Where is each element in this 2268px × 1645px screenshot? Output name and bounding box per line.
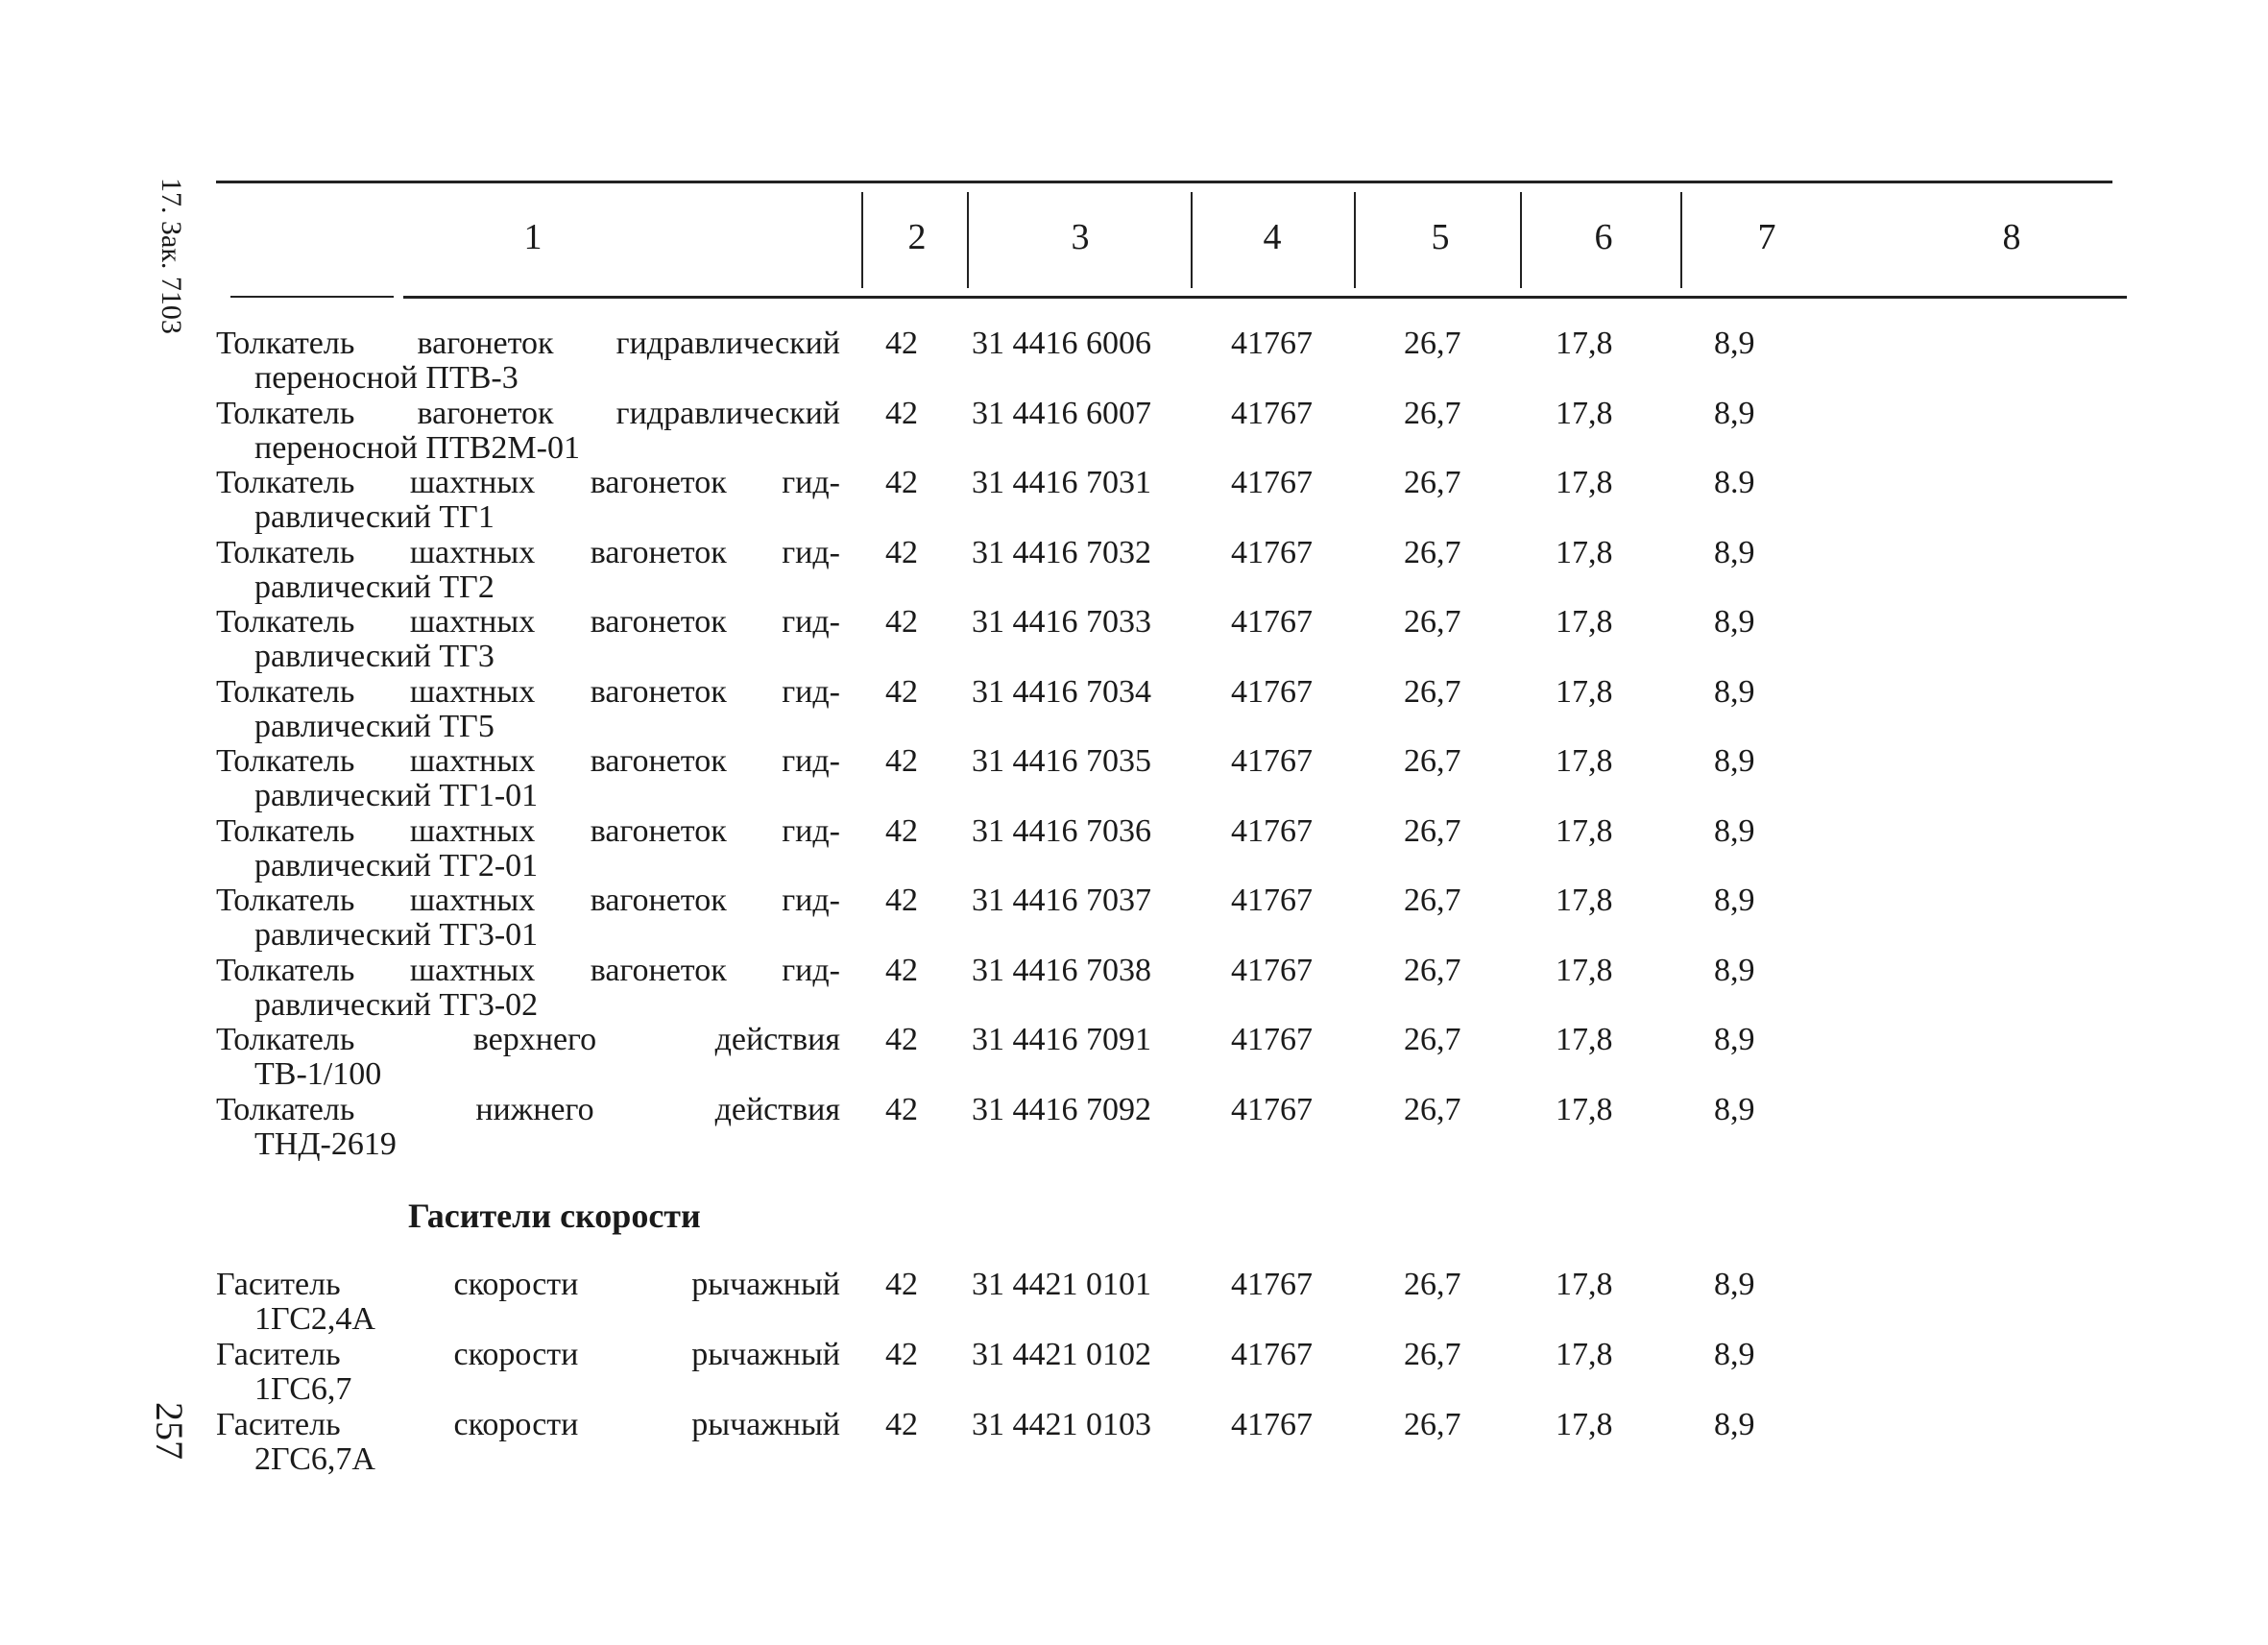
cell-c6: 17,8 [1556,465,1613,500]
cell-c7: 8,9 [1714,604,1755,640]
cell-c3: 31 4416 6006 [972,326,1151,361]
cell-c4: 41767 [1231,883,1313,918]
cell-c4: 41767 [1231,465,1313,500]
cell-c6: 17,8 [1556,534,1613,570]
cell-c7: 8,9 [1714,952,1755,988]
cell-c5: 26,7 [1404,534,1461,570]
item-name [216,327,840,396]
column-divider [1680,192,1682,288]
column-divider [1191,192,1193,288]
cell-c4: 41767 [1231,534,1313,570]
header-bottom-rule [403,296,2127,299]
column-header-3: 3 [1071,217,1090,257]
table-row [0,327,2268,396]
cell-c4: 41767 [1231,743,1313,779]
cell-c6: 17,8 [1556,1267,1613,1302]
order-reference: 17. Зак. 7103 [156,178,187,334]
column-divider [1520,192,1522,288]
cell-c5: 26,7 [1404,326,1461,361]
cell-c6: 17,8 [1556,326,1613,361]
section-title: Гасители скорости [408,1197,701,1235]
cell-c2: 42 [885,465,918,500]
cell-c5: 26,7 [1404,673,1461,710]
table-row [0,1408,2268,1477]
cell-c5: 26,7 [1404,743,1461,779]
column-header-5: 5 [1431,217,1450,257]
item-name-line1: Толкатель шахтных вагонеток гид- [216,812,840,849]
item-name [216,1093,840,1162]
item-name [216,1023,840,1092]
table-row [0,536,2268,605]
item-name-line2: равлический ТГ2-01 [254,847,539,883]
column-divider [967,192,969,288]
cell-c6: 17,8 [1556,1022,1613,1057]
table-row [0,1268,2268,1337]
column-divider [861,192,863,288]
cell-c5: 26,7 [1404,812,1461,849]
cell-c7: 8,9 [1714,673,1755,710]
cell-c7: 8,9 [1714,395,1755,431]
item-name [216,466,840,535]
cell-c4: 41767 [1231,812,1313,849]
column-divider [1354,192,1356,288]
item-name-line2: равлический ТГ3 [254,639,495,674]
item-name [216,1408,840,1477]
cell-c2: 42 [885,534,918,570]
cell-c3: 31 4416 7091 [972,1022,1151,1057]
cell-c5: 26,7 [1404,395,1461,431]
cell-c2: 42 [885,1022,918,1057]
column-header-6: 6 [1594,217,1613,257]
item-name-line2: равлический ТГ1 [254,499,495,535]
cell-c7: 8,9 [1714,1407,1755,1442]
cell-c6: 17,8 [1556,1091,1613,1127]
cell-c2: 42 [885,604,918,640]
header-bottom-rule [230,296,394,298]
item-name [216,954,840,1023]
item-name [216,536,840,605]
cell-c2: 42 [885,1091,918,1127]
cell-c6: 17,8 [1556,1337,1613,1372]
table-row [0,605,2268,674]
cell-c4: 41767 [1231,1022,1313,1057]
cell-c3: 31 4416 7037 [972,883,1151,918]
item-name-line2: равлический ТГ3-02 [254,986,539,1023]
item-name-line1: Гаситель скорости рычажный [216,1407,840,1442]
item-name-line1: Толкатель шахтных вагонеток гид- [216,743,840,779]
table-row [0,466,2268,535]
cell-c3: 31 4416 7038 [972,952,1151,988]
item-name-line1: Толкатель вагонеток гидравлический [216,326,840,361]
cell-c3: 31 4416 7033 [972,604,1151,640]
cell-c4: 41767 [1231,952,1313,988]
item-name [216,675,840,744]
cell-c3: 31 4421 0103 [972,1407,1151,1442]
cell-c3: 31 4416 7092 [972,1091,1151,1127]
item-name [216,1268,840,1337]
item-name [216,814,840,883]
cell-c4: 41767 [1231,604,1313,640]
cell-c4: 41767 [1231,1091,1313,1127]
item-name-line1: Толкатель нижнего действия [216,1091,840,1127]
item-name-line1: Толкатель шахтных вагонеток гид- [216,673,840,710]
item-name-line2: равлический ТГ2 [254,568,495,605]
cell-c2: 42 [885,395,918,431]
cell-c7: 8,9 [1714,326,1755,361]
item-name-line1: Толкатель шахтных вагонеток гид- [216,604,840,640]
item-name-line1: Гаситель скорости рычажный [216,1337,840,1372]
cell-c4: 41767 [1231,673,1313,710]
cell-c7: 8,9 [1714,812,1755,849]
cell-c3: 31 4416 7034 [972,673,1151,710]
item-name-line2: ТНД-2619 [254,1125,397,1162]
table-row [0,1093,2268,1162]
cell-c4: 41767 [1231,395,1313,431]
cell-c6: 17,8 [1556,743,1613,779]
cell-c7: 8,9 [1714,1022,1755,1057]
cell-c4: 41767 [1231,1337,1313,1372]
table-row [0,1338,2268,1407]
cell-c2: 42 [885,883,918,918]
item-name [216,744,840,813]
table-row [0,883,2268,953]
cell-c2: 42 [885,326,918,361]
cell-c7: 8,9 [1714,1337,1755,1372]
item-name-line2: равлический ТГ1-01 [254,778,539,813]
item-name-line2: переносной ПТВ2М-01 [254,429,580,466]
cell-c2: 42 [885,743,918,779]
cell-c2: 42 [885,1407,918,1442]
cell-c4: 41767 [1231,1407,1313,1442]
cell-c2: 42 [885,1337,918,1372]
item-name-line1: Толкатель шахтных вагонеток гид- [216,952,840,988]
cell-c2: 42 [885,673,918,710]
item-name-line2: ТВ-1/100 [254,1056,382,1092]
cell-c6: 17,8 [1556,952,1613,988]
item-name [216,883,840,953]
page-number: 257 [148,1402,191,1460]
column-header-8: 8 [2002,217,2021,257]
cell-c5: 26,7 [1404,1091,1461,1127]
cell-c6: 17,8 [1556,883,1613,918]
cell-c5: 26,7 [1404,1407,1461,1442]
table-row [0,954,2268,1023]
item-name-line2: переносной ПТВ-3 [254,360,519,396]
table-row [0,397,2268,466]
cell-c3: 31 4416 7035 [972,743,1151,779]
cell-c3: 31 4416 7032 [972,534,1151,570]
cell-c2: 42 [885,812,918,849]
cell-c2: 42 [885,1267,918,1302]
table-row [0,1023,2268,1092]
cell-c7: 8,9 [1714,883,1755,918]
item-name-line1: Толкатель шахтных вагонеток гид- [216,465,840,500]
cell-c3: 31 4421 0101 [972,1267,1151,1302]
cell-c7: 8,9 [1714,743,1755,779]
cell-c5: 26,7 [1404,1267,1461,1302]
cell-c5: 26,7 [1404,1337,1461,1372]
item-name-line2: равлический ТГ3-01 [254,917,539,953]
column-header-4: 4 [1263,217,1282,257]
table-row [0,744,2268,813]
item-name-line2: 2ГС6,7А [254,1441,375,1477]
cell-c3: 31 4421 0102 [972,1337,1151,1372]
column-header-2: 2 [907,217,927,257]
cell-c4: 41767 [1231,1267,1313,1302]
cell-c3: 31 4416 6007 [972,395,1151,431]
cell-c6: 17,8 [1556,604,1613,640]
cell-c5: 26,7 [1404,1022,1461,1057]
cell-c5: 26,7 [1404,883,1461,918]
table-row [0,675,2268,744]
item-name [216,605,840,674]
cell-c3: 31 4416 7036 [972,812,1151,849]
cell-c5: 26,7 [1404,465,1461,500]
cell-c7: 8.9 [1714,465,1755,500]
column-header-7: 7 [1757,217,1776,257]
cell-c7: 8,9 [1714,534,1755,570]
item-name-line1: Толкатель шахтных вагонеток гид- [216,883,840,918]
item-name-line1: Толкатель вагонеток гидравлический [216,395,840,431]
cell-c4: 41767 [1231,326,1313,361]
cell-c7: 8,9 [1714,1091,1755,1127]
item-name-line2: 1ГС6,7 [254,1371,352,1407]
item-name-line1: Толкатель шахтных вагонеток гид- [216,534,840,570]
table-top-rule [216,181,2112,183]
column-header-1: 1 [523,217,543,257]
item-name-line2: равлический ТГ5 [254,708,495,744]
item-name-line1: Толкатель верхнего действия [216,1022,840,1057]
item-name-line2: 1ГС2,4А [254,1301,375,1337]
cell-c6: 17,8 [1556,395,1613,431]
cell-c6: 17,8 [1556,673,1613,710]
cell-c3: 31 4416 7031 [972,465,1151,500]
table-row [0,814,2268,883]
cell-c2: 42 [885,952,918,988]
item-name [216,1338,840,1407]
cell-c6: 17,8 [1556,812,1613,849]
cell-c5: 26,7 [1404,952,1461,988]
cell-c7: 8,9 [1714,1267,1755,1302]
cell-c6: 17,8 [1556,1407,1613,1442]
cell-c5: 26,7 [1404,604,1461,640]
item-name [216,397,840,466]
item-name-line1: Гаситель скорости рычажный [216,1267,840,1302]
